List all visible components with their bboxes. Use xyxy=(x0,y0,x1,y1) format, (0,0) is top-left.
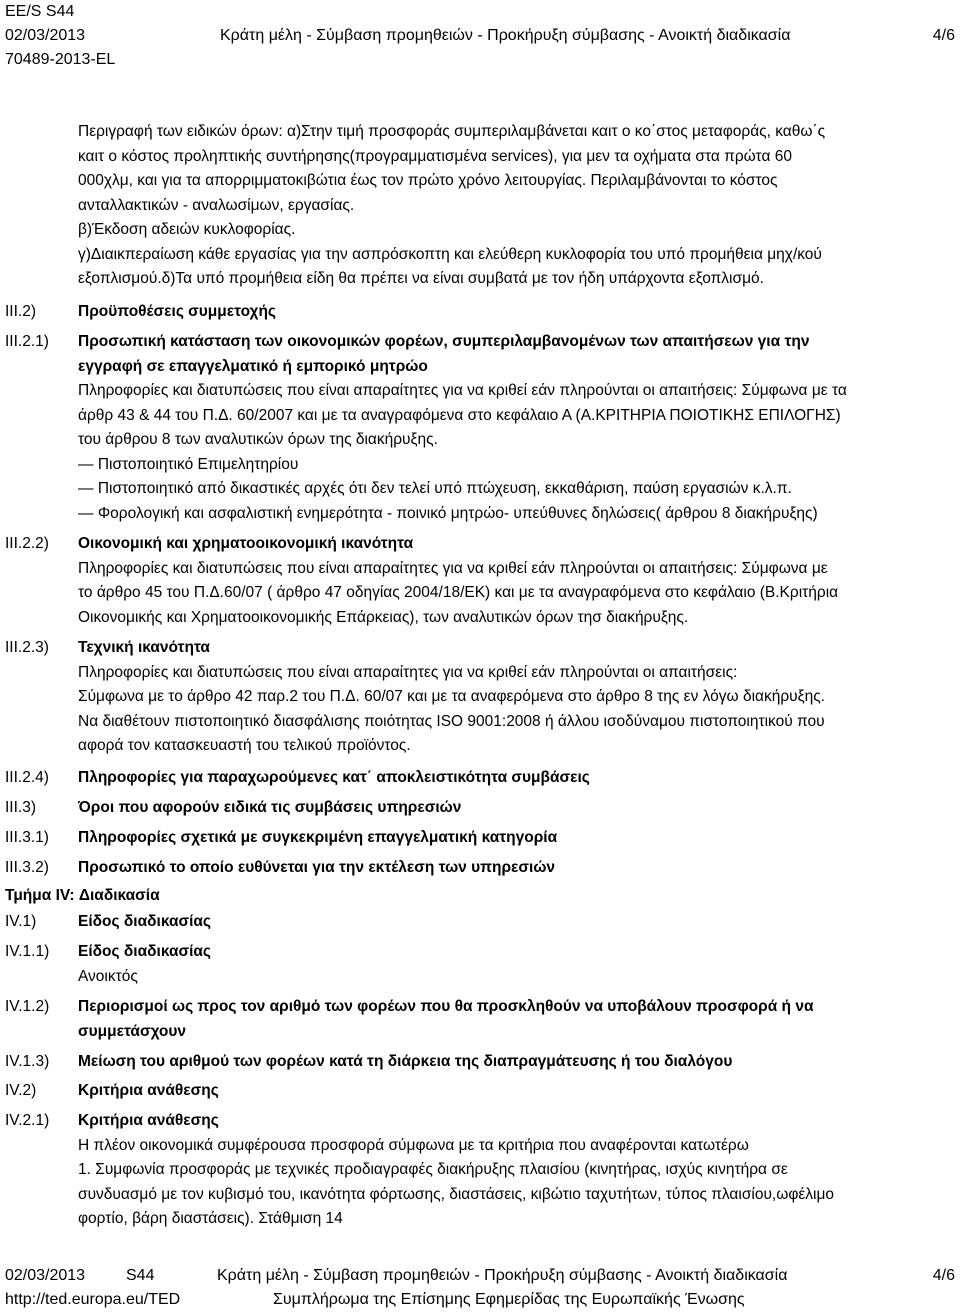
section-title: συμμετάσχουν xyxy=(78,1022,187,1040)
section-title: Είδος διαδικασίας xyxy=(78,943,211,960)
section-number: III.2.2) xyxy=(5,535,49,552)
section-text: Πληροφορίες και διατυπώσεις που είναι απαραίτητες για να κριθεί εάν πληρούνται οι απαιτήσεις: xyxy=(78,663,738,681)
list-item: — Φορολογική και ασφαλιστική ενημερότητα - ποινικό μητρώο- υπεύθυνες δηλώσεις( άρθρου 8 διακήρυξης) xyxy=(78,502,956,527)
header-page-number: 4/6 xyxy=(932,27,955,44)
section-number: IV.1.2) xyxy=(5,998,50,1015)
section-text: συνδυασμό με τον κυβισμό του, ικανότητα φόρτωσης, διαστάσεις, κιβώτιο ταχυτήτων, τύπος πλαισίου,ωφέλιμο xyxy=(78,1185,835,1203)
section-text: Να διαθέτουν πιστοποιητικό διασφάλισης ποιότητας ISO 9001:2008 ή άλλου ισοδύναμου πιστοποιητικού που xyxy=(78,712,825,730)
section-title: Προσωπική κατάσταση των οικονομικών φορέων, συμπεριλαμβανομένων των απαιτήσεων για την xyxy=(78,333,810,350)
footer-series: S44 xyxy=(126,1267,155,1284)
list-item: — Πιστοποιητικό Επιμελητηρίου xyxy=(78,453,956,478)
part-title: Τμήμα IV: Διαδικασία xyxy=(5,887,160,904)
section-text: φορτίο, βάρη διαστάσεις). Στάθμιση 14 xyxy=(78,1210,343,1227)
intro-line: εξοπλισμού.δ)Τα υπό προμήθεια είδη θα πρέπει να είναι συμβατά με τον ήδη υπάρχοντα εξοπλισμό. xyxy=(78,270,764,287)
section-text: Σύμφωνα με το άρθρο 42 παρ.2 του Π.Δ. 60/07 και με τα αναφερόμενα στο άρθρο 8 της εν λόγω διακήρυξης. xyxy=(78,688,825,705)
intro-line: Περιγραφή των ειδικών όρων: α)Στην τιμή προσφοράς συμπεριλαμβάνεται καιτ ο κο΄στος μεταφοράς, καθω΄ς xyxy=(78,123,826,140)
section-title: Πληροφορίες για παραχωρούμενες κατ΄ αποκλειστικότητα συμβάσεις xyxy=(78,769,590,786)
section-number: III.3.2) xyxy=(5,859,49,876)
list-item: — Πιστοποιητικό από δικαστικές αρχές ότι δεν τελεί υπό πτώχευση, εκκαθάριση, παύση εργασιών κ.λ.π. xyxy=(78,477,956,502)
section-text: Πληροφορίες και διατυπώσεις που είναι απαραίτητες για να κριθεί εάν πληρούνται οι απαιτήσεις: Σύμφωνα με τα xyxy=(78,382,847,399)
section-title: Περιορισμοί ως προς τον αριθμό των φορέων που θα προσκληθούν να υποβάλουν προσφορά ή να xyxy=(78,998,814,1015)
section-text: Η πλέον οικονομικά συμφέρουσα προσφορά σύμφωνα με τα κριτήρια που αναφέρονται κατωτέρω xyxy=(78,1136,749,1154)
footer-url: http://ted.europa.eu/TED xyxy=(5,1291,181,1308)
section-title: Πληροφορίες σχετικά με συγκεκριμένη επαγγελματική κατηγορία xyxy=(78,829,558,846)
section-text: του άρθρου 8 των αναλυτικών όρων της διακήρυξης. xyxy=(78,431,438,448)
doc-code: EE/S S44 xyxy=(5,3,75,20)
section-title: Τεχνική ικανότητα xyxy=(78,639,210,656)
intro-line: 000χλμ, και για τα απορριμματοκιβώτια έως τον πρώτο χρόνο λειτουργίας. Περιλαμβάνονται το κόστος xyxy=(78,172,778,189)
section-number: III.2.4) xyxy=(5,769,49,786)
procedure-type-value: Ανοικτός xyxy=(78,967,138,985)
section-text: Πληροφορίες και διατυπώσεις που είναι απαραίτητες για να κριθεί εάν πληρούνται οι απαιτήσεις: Σύμφωνα με xyxy=(78,559,828,577)
section-number: IV.2) xyxy=(5,1082,37,1099)
section-title: Προϋποθέσεις συμμετοχής xyxy=(78,303,276,320)
section-text: αφορά τον κατασκευαστή του τελικού προϊόντος. xyxy=(78,737,411,754)
section-number: III.2.1) xyxy=(5,333,49,350)
section-title: Οικονομική και χρηματοοικονομική ικανότητα xyxy=(78,535,414,552)
section-title: Προσωπικό το οποίο ευθύνεται για την εκτέλεση των υπηρεσιών xyxy=(78,859,556,876)
intro-line: ανταλλακτικών - αναλωσίμων, εργασίας. xyxy=(78,196,355,214)
section-title: Κριτήρια ανάθεσης xyxy=(78,1112,219,1129)
section-text: άρθρ 43 & 44 του Π.Δ. 60/2007 και με τα αναγραφόμενα στο κεφάλαιο Α (Α.ΚΡΙΤΗΡΙΑ ΠΟΙΟΤΙΚΗΣ ΕΠΙΛΟΓΗΣ) xyxy=(78,406,841,424)
section-title: Όροι που αφορούν ειδικά τις συμβάσεις υπηρεσιών xyxy=(78,799,462,816)
section-text: Οικονομικής και Χρηματοοικονομικής Επάρκειας), των αναλυτικών όρων τησ διακήρυξης. xyxy=(78,608,689,626)
footer-page-number: 4/6 xyxy=(932,1267,955,1284)
footer-publication: Συμπλήρωμα της Επίσημης Εφημερίδας της Ευρωπαϊκής Ένωσης xyxy=(273,1291,745,1308)
section-text: 1. Συμφωνία προσφοράς με τεχνικές προδιαγραφές διακήρυξης πλαισίου (κινητήρας, ισχύς κινητήρα σε xyxy=(78,1161,788,1178)
intro-line: καιτ ο κόστος προληπτικής συντήρησης(προγραμματισμένα services), για μεν τα οχήματα στα πρώτα 60 xyxy=(78,147,792,165)
section-text: το άρθρο 45 του Π.Δ.60/07 ( άρθρο 47 οδηγίας 2004/18/ΕΚ) και με τα αναγραφόμενα στο κεφάλαιο (Β.Κριτήρια xyxy=(78,584,839,601)
section-number: III.2.3) xyxy=(5,639,49,656)
section-number: III.3) xyxy=(5,799,37,816)
section-number: IV.2.1) xyxy=(5,1112,50,1129)
section-number: IV.1.3) xyxy=(5,1053,50,1070)
footer-date: 02/03/2013 xyxy=(5,1267,86,1284)
intro-line: γ)Διαικπεραίωση κάθε εργασίας για την ασπρόσκοπτη και ελεύθερη κυκλοφορία του υπό προμήθεια μηχ/κού xyxy=(78,245,822,263)
section-number: III.2) xyxy=(5,303,37,320)
header-title: Κράτη μέλη - Σύμβαση προμηθειών - Προκήρυξη σύμβασης - Ανοικτή διαδικασία xyxy=(220,27,791,44)
section-number: III.3.1) xyxy=(5,829,49,846)
part-iv-heading xyxy=(5,884,955,909)
intro-line: β)Έκδοση αδειών κυκλοφορίας. xyxy=(78,221,296,238)
notice-id: 70489-2013-EL xyxy=(5,51,116,68)
section-title: Κριτήρια ανάθεσης xyxy=(78,1082,219,1099)
section-number: IV.1.1) xyxy=(5,943,50,960)
header-date: 02/03/2013 xyxy=(5,27,86,44)
special-conditions-description xyxy=(78,120,948,292)
section-title: Είδος διαδικασίας xyxy=(78,913,211,930)
footer-title: Κράτη μέλη - Σύμβαση προμηθειών - Προκήρυξη σύμβασης - Ανοικτή διαδικασία xyxy=(217,1267,788,1284)
section-title: Μείωση του αριθμού των φορέων κατά τη διάρκεια της διαπραγμάτευσης ή του διαλόγου xyxy=(78,1053,733,1070)
section-title: εγγραφή σε επαγγελματικό ή εμπορικό μητρώο xyxy=(78,357,428,375)
section-number: IV.1) xyxy=(5,913,37,930)
